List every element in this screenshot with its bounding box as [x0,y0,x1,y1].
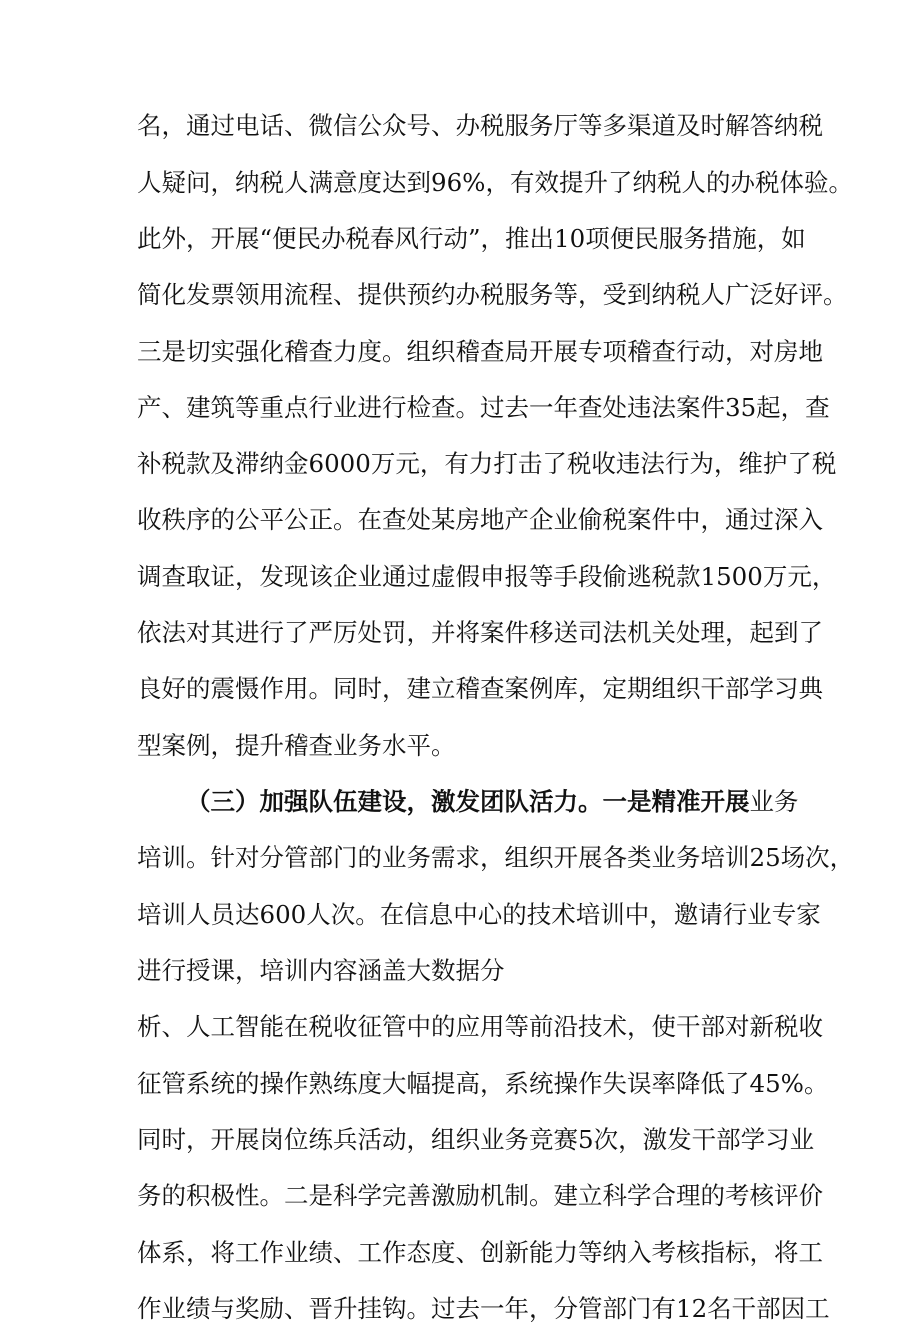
text-line: 体系，将工作业绩、工作态度、创新能力等纳入考核指标，将工 [137,1238,823,1267]
text-line: 良好的震慑作用。同时，建立稽查案例库，定期组织干部学习典 [137,674,823,703]
text-line: 型案例，提升稽查业务水平。 [137,731,456,760]
text-line: 征管系统的操作熟练度大幅提高，系统操作失误率降低了45%。 [137,1069,829,1098]
text-line: 收秩序的公平公正。在查处某房地产企业偷税案件中，通过深入 [137,505,823,534]
text-line: 培训人员达600人次。在信息中心的技术培训中，邀请行业专家 [137,900,821,929]
text-line: 同时，开展岗位练兵活动，组织业务竞赛5次，激发干部学习业 [137,1125,815,1154]
text-line: 补税款及滞纳金6000万元，有力打击了税收违法行为，维护了税 [137,449,837,478]
text-line: 调查取证，发现该企业通过虚假申报等手段偷逃税款1500万元， [137,562,837,591]
text-line: 三是切实强化稽查力度。组织稽查局开展专项稽查行动，对房地 [137,337,823,366]
section-heading-line [186,780,799,824]
text-line: 务的积极性。二是科学完善激励机制。建立科学合理的考核评价 [137,1181,823,1210]
text-line: 析、人工智能在税收征管中的应用等前沿技术，使干部对新税收 [137,1012,823,1041]
text-line: 依法对其进行了严厉处罚，并将案件移送司法机关处理，起到了 [137,618,823,647]
text-line: 简化发票领用流程、提供预约办税服务等，受到纳税人广泛好评。 [137,280,848,309]
text-line: 进行授课，培训内容涵盖大数据分 [137,956,505,985]
text-line: 培训。针对分管部门的业务需求，组织开展各类业务培训25场次， [137,843,855,872]
section-heading-continuation: 业务 [749,787,799,816]
text-line: 产、建筑等重点行业进行检查。过去一年查处违法案件35起，查 [137,393,830,422]
section-heading: （三）加强队伍建设，激发团队活力。一是精准开展 [186,787,750,816]
text-line: 名，通过电话、微信公众号、办税服务厅等多渠道及时解答纳税 [137,111,823,140]
text-line: 此外，开展“便民办税春风行动”，推出10项便民服务措施，如 [137,224,806,253]
text-line: 作业绩与奖励、晋升挂钩。过去一年，分管部门有12名干部因工 [137,1294,830,1323]
text-line: 人疑问，纳税人满意度达到96%，有效提升了纳税人的办税体验。 [137,168,853,197]
